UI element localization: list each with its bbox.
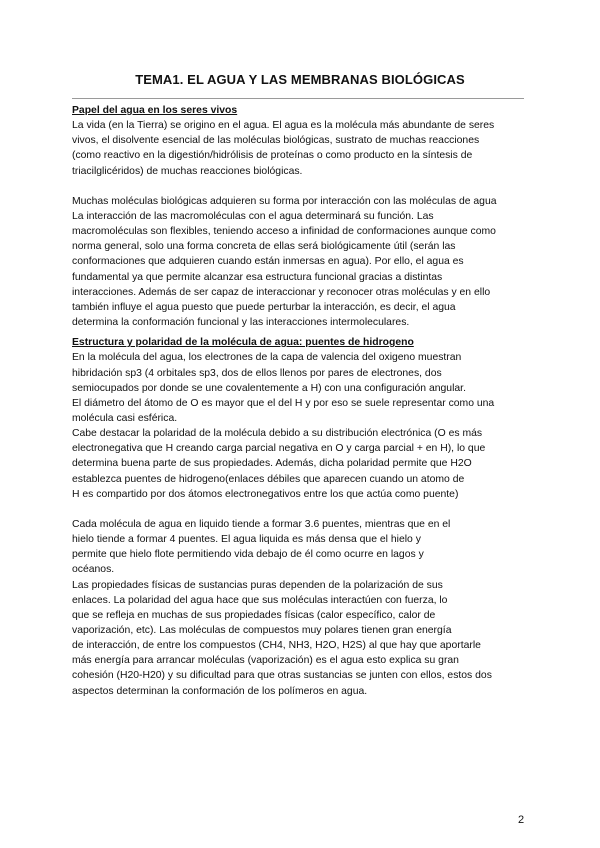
document-body [72,103,532,699]
text-line: En la molécula del agua, los electrones de la capa de valencia del oxigeno muestran [72,352,462,364]
text-line: Las propiedades físicas de sustancias puras dependen de la polarización de sus [72,579,443,591]
text-line: H es compartido por dos átomos electronegativos entre los que actúa como puente) [72,488,459,500]
section [72,103,532,330]
text-line: más energía para arrancar moléculas (vaporización) es el agua esto explica su gran [72,655,459,667]
page-number: 2 [518,814,525,826]
document-title: TEMA1. EL AGUA Y LAS MEMBRANAS BIOLÓGICAS [135,72,465,87]
text-line: océanos. [72,564,115,576]
section-heading: Estructura y polaridad de la molécula de agua: puentes de hidrogeno [72,337,414,349]
text-line: cohesión (H20-H20) y su dificultad para que otras sustancias se junten con ellos, estos dos [72,670,492,682]
paragraph [72,517,532,699]
text-line: Cabe destacar la polaridad de la molécula debido a su distribución electrónica (O es más [72,428,483,440]
text-line: que se refleja en muchas de sus propiedades físicas (calor específico, calor de [72,609,436,621]
text-line: La interacción de las macromoléculas con el agua determinará su función. Las [72,210,434,222]
text-line: permite que hielo flote permitiendo vida debajo de él como ocurre en lagos y [72,549,424,561]
section-heading: Papel del agua en los seres vivos [72,105,238,116]
paragraph-spacer [72,179,532,194]
text-line: determina la conformación funcional y las interacciones intermoleculares. [72,317,410,329]
text-line: semiocupados por donde se une covalentemente a H) con una configuración angular. [72,382,466,394]
text-line: también influye el agua puesto que puede perturbar la interacción, es decir, el agua [72,301,456,313]
paragraph [72,194,532,330]
text-line: norma general, solo una forma concreta de ellas será biológicamente útil (serán las [72,241,456,253]
text-line: Muchas moléculas biológicas adquieren su forma por interacción con las moléculas de agua [72,195,497,207]
text-line: Cada molécula de agua en liquido tiende a formar 3.6 puentes, mientras que en el [72,518,451,530]
text-line: conformaciones que adquieren cuando están inmersas en agua). Por ello, el agua es [72,256,464,268]
text-line: macromoléculas son flexibles, teniendo acceso a infinidad de conformaciones aunque como [72,226,496,238]
text-line: de interacción, de entre los compuestos (CH4, NH3, H2O, H2S) al que hay que aportarle [72,640,481,652]
text-line: enlaces. La polaridad del agua hace que sus moléculas interactúen con fuerza, lo [72,594,448,606]
text-line: vaporización, etc). Las moléculas de compuestos muy polares tienen gran energía [72,625,452,636]
section [72,335,532,699]
title-divider [72,98,524,99]
paragraph-spacer [72,502,532,517]
text-line: electronegativa que H creando carga parcial negativa en O y carga parcial + en H), lo que [72,443,486,455]
text-line: vivos, el disolvente esencial de las moléculas biológicas, sustrato de muchas reacciones [72,135,480,147]
text-line: hielo tiende a formar 4 puentes. El agua liquida es más densa que el hielo y [72,534,421,546]
text-line: molécula casi esférica. [72,412,178,424]
text-line: fundamental ya que permite alcanzar esa estructura funcional gracias a distintas [72,271,443,283]
text-line: hibridación sp3 (4 orbitales sp3, dos de ellos llenos por pares de electrones, dos [72,367,442,379]
text-line: La vida (en la Tierra) se origino en el agua. El agua es la molécula más abundante de seres [72,120,495,132]
paragraph [72,118,532,179]
paragraph [72,350,532,502]
text-line: interacciones. Además de ser capaz de interaccionar y reconocer otras moléculas y en ello [72,286,491,298]
text-line: determina buena parte de sus propiedades. Además, dicha polaridad permite que H2O [72,458,472,470]
text-line: El diámetro del átomo de O es mayor que el del H y por eso se suele representar como una [72,397,495,409]
text-line: establezca puentes de hidrogeno(enlaces débiles que aparecen cuando un atomo de [72,473,465,485]
text-line: triacilglicéridos) de muchas reacciones biológicas. [72,165,303,177]
text-line: aspectos determinan la conformación de los polímeros en agua. [72,685,368,697]
text-line: (como reactivo en la digestión/hidrólisis de proteínas o como producto en la síntesis de [72,150,473,162]
